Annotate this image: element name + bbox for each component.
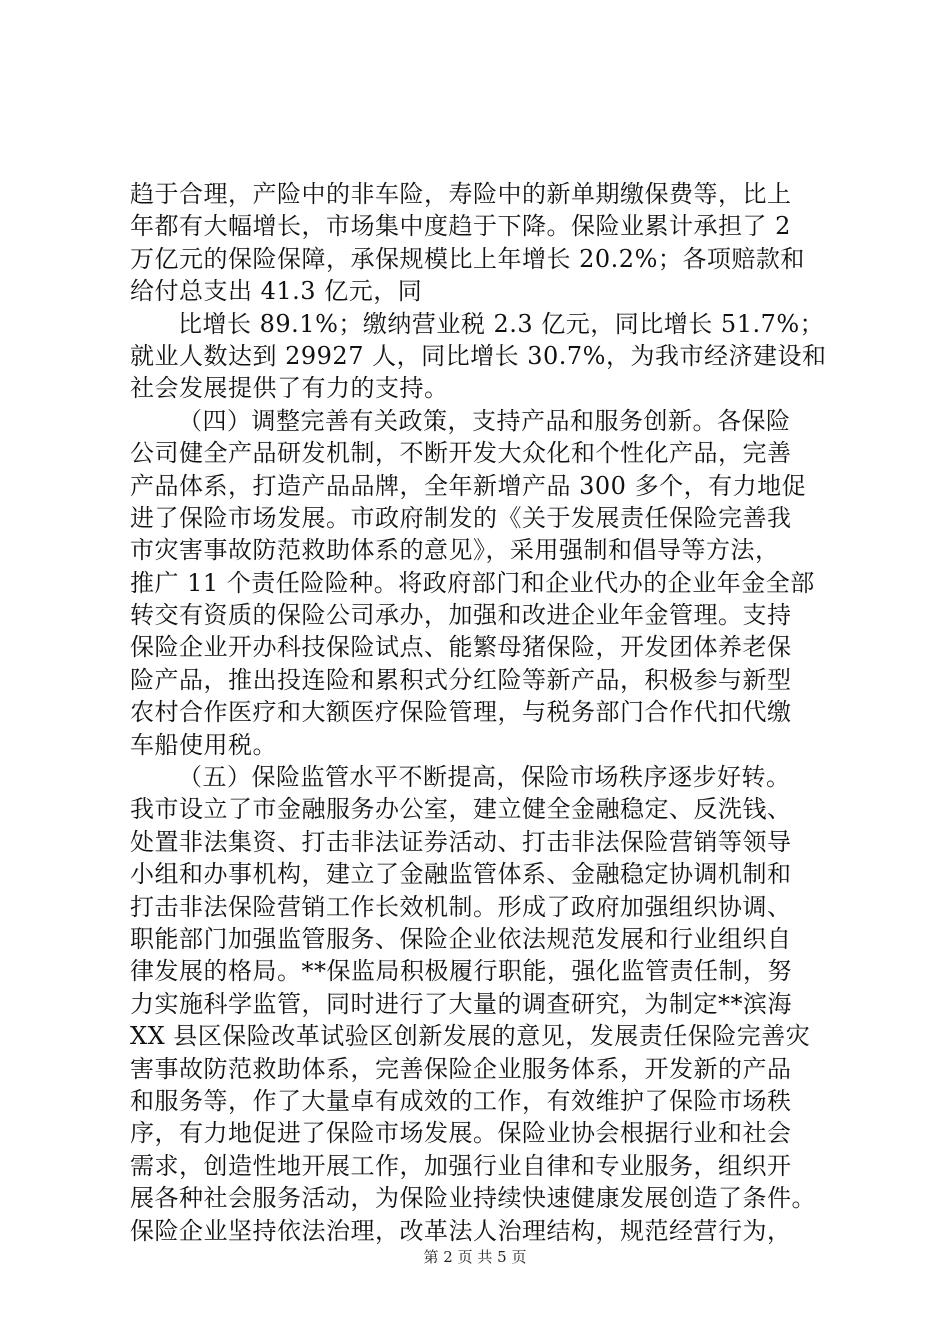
text-line: 我市设立了市金融服务办公室，建立健全金融稳定、反洗钱、	[130, 795, 792, 824]
text-line: 公司健全产品研发机制，不断开发大众化和个性化产品，完善	[130, 439, 792, 468]
text-line: （四）调整完善有关政策，支持产品和服务创新。各保险	[178, 406, 791, 435]
text-line: 推广 11 个责任险险种。将政府部门和企业代办的企业年金全部	[130, 568, 815, 597]
text-line: 转交有资质的保险公司承办，加强和改进企业年金管理。支持	[130, 601, 792, 630]
text-line: 展各种社会服务活动，为保险业持续快速健康发展创造了条件。	[130, 1184, 816, 1213]
text-line: 保险企业开办科技保险试点、能繁母猪保险，开发团体养老保	[130, 633, 792, 662]
text-line: 车船使用税。	[130, 730, 277, 759]
document-body	[130, 178, 830, 1247]
text-line: 保险企业坚持依法治理，改革法人治理结构，规范经营行为，	[130, 1216, 792, 1245]
text-line: 趋于合理，产险中的非车险，寿险中的新单期缴保费等，比上	[130, 180, 792, 208]
text-line: 职能部门加强监管服务、保险企业依法规范发展和行业组织自	[130, 924, 792, 953]
text-line: 万亿元的保险保障，承保规模比上年增长 20.2%；各项赔款和	[130, 244, 805, 273]
text-line: 产品体系，打造产品品牌，全年新增产品 300 多个，有力地促	[130, 471, 807, 500]
text-line: 打击非法保险营销工作长效机制。形成了政府加强组织协调、	[130, 892, 792, 921]
page-footer	[0, 1246, 950, 1267]
text-line: 序，有力地促进了保险市场发展。保险业协会根据行业和社会	[130, 1119, 792, 1148]
page-number-label: 第 2 页 共 5 页	[423, 1248, 527, 1266]
text-line: 处置非法集资、打击非法证券活动、打击非法保险营销等领导	[130, 827, 792, 856]
text-line: 力实施科学监管，同时进行了大量的调查研究，为制定**滨海	[130, 989, 792, 1018]
text-line: 小组和办事机构，建立了金融监管体系、金融稳定协调机制和	[130, 860, 792, 889]
text-line: 农村合作医疗和大额医疗保险管理，与税务部门合作代扣代缴	[130, 698, 792, 727]
text-line: 年都有大幅增长，市场集中度趋于下降。保险业累计承担了 2	[130, 212, 791, 241]
text-line: 给付总支出 41.3 亿元，同	[130, 277, 423, 306]
text-line: 险产品，推出投连险和累积式分红险等新产品，积极参与新型	[130, 665, 792, 694]
text-line: （五）保险监管水平不断提高，保险市场秩序逐步好转。	[178, 763, 791, 792]
text-line: 市灾害事故防范救助体系的意见》，采用强制和倡导等方法，	[130, 536, 780, 565]
text-line: 律发展的格局。**保监局积极履行职能，强化监管责任制，努	[130, 957, 792, 986]
text-line: 就业人数达到 29927 人，同比增长 30.7%，为我市经济建设和	[130, 341, 827, 370]
text-line: 比增长 89.1%；缴纳营业税 2.3 亿元，同比增长 51.7%；	[178, 309, 825, 338]
text-line: 害事故防范救助体系，完善保险企业服务体系，开发新的产品	[130, 1054, 792, 1083]
text-line: 进了保险市场发展。市政府制发的《关于发展责任保险完善我	[130, 503, 792, 532]
text-line: XX 县区保险改革试验区创新发展的意见，发展责任保险完善灾	[130, 1022, 811, 1051]
text-line: 社会发展提供了有力的支持。	[130, 374, 449, 403]
text-line: 需求，创造性地开展工作，加强行业自律和专业服务，组织开	[130, 1151, 792, 1180]
text-line: 和服务等，作了大量卓有成效的工作，有效维护了保险市场秩	[130, 1086, 792, 1115]
